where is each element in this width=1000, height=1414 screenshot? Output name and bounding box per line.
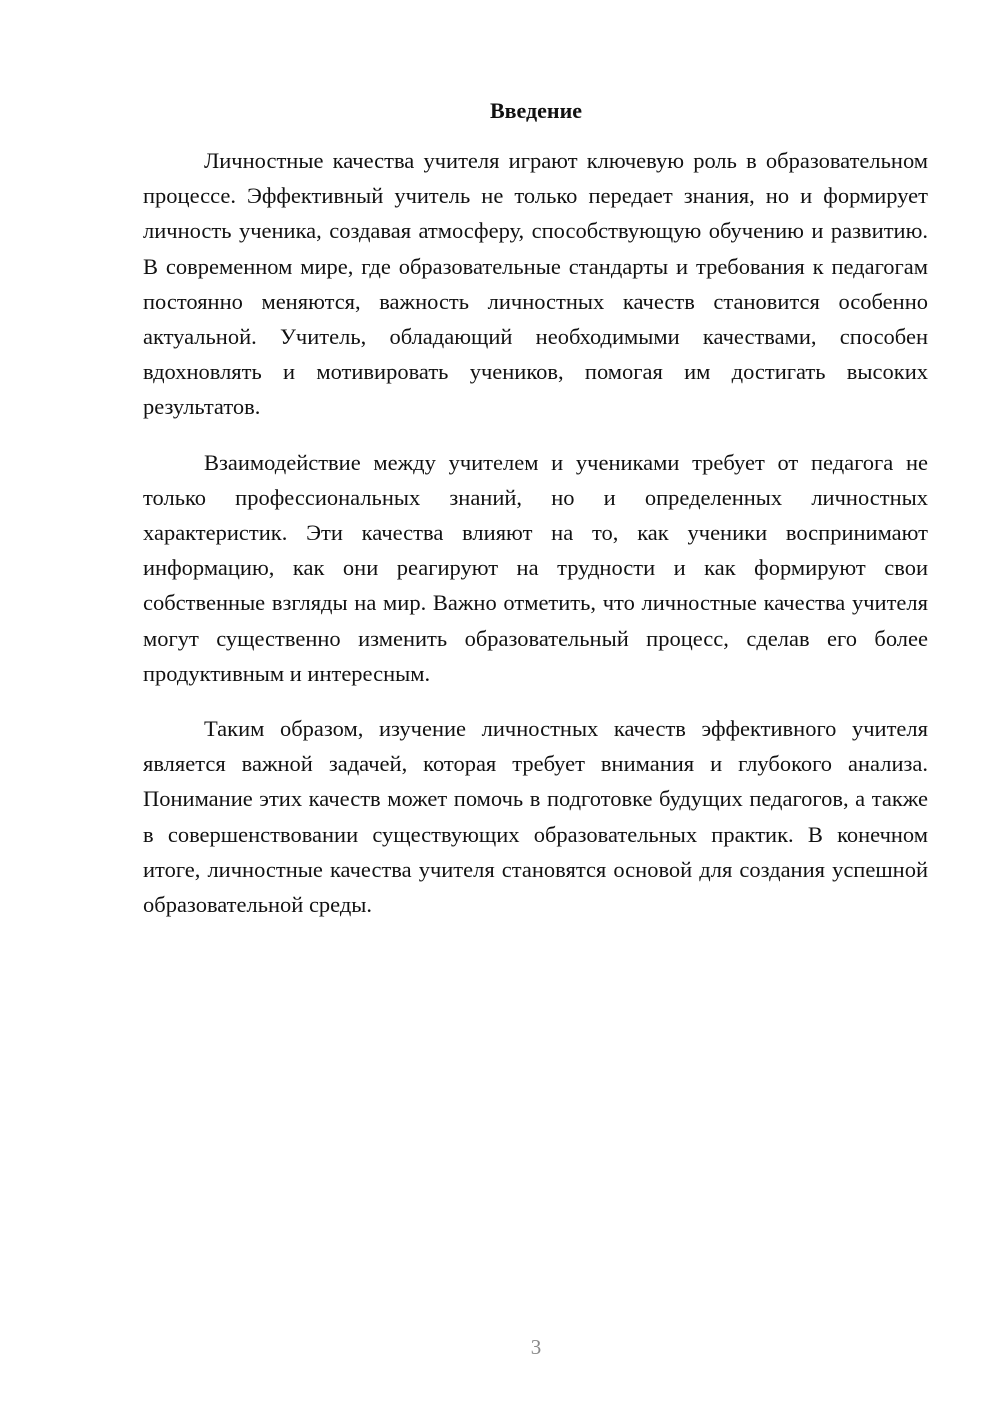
section-title: Введение [489, 98, 583, 123]
paragraph-1: Личностные качества учителя играют ключевую роль в образовательном процессе. Эффективный учитель не только передает знания, но и формирует личность ученика, создавая атмосферу, способствующую обучению и развитию. В современном мире, где образовательные стандарты и требования к педагогам постоянно меняются, важность личностных качеств становится особенно актуальной. Учитель, обладающий необходимыми качествами, способен вдохновлять и мотивировать учеников, помогая им достигать высоких результатов. [143, 148, 928, 420]
paragraph-2: Взаимодействие между учителем и учениками требует от педагога не только профессиональных знаний, но и определенных личностных характеристик. Эти качества влияют на то, как ученики воспринимают информацию, как они реагируют на трудности и как формируют свои собственные взгляды на мир. Важно отметить, что личностные качества учителя могут существенно изменить образовательный процесс, сделав его более продуктивным и интересным. [143, 449, 928, 686]
page-number: 3 [530, 1335, 542, 1359]
paragraph-3: Таким образом, изучение личностных качеств эффективного учителя является важной задачей, которая требует внимания и глубокого анализа. Понимание этих качеств может помочь в подготовке будущих педагогов, а также в совершенствовании существующих образовательных практик. В конечном итоге, личностные качества учителя становятся основой для создания успешной образовательной среды. [143, 716, 928, 918]
document-body [143, 143, 928, 942]
